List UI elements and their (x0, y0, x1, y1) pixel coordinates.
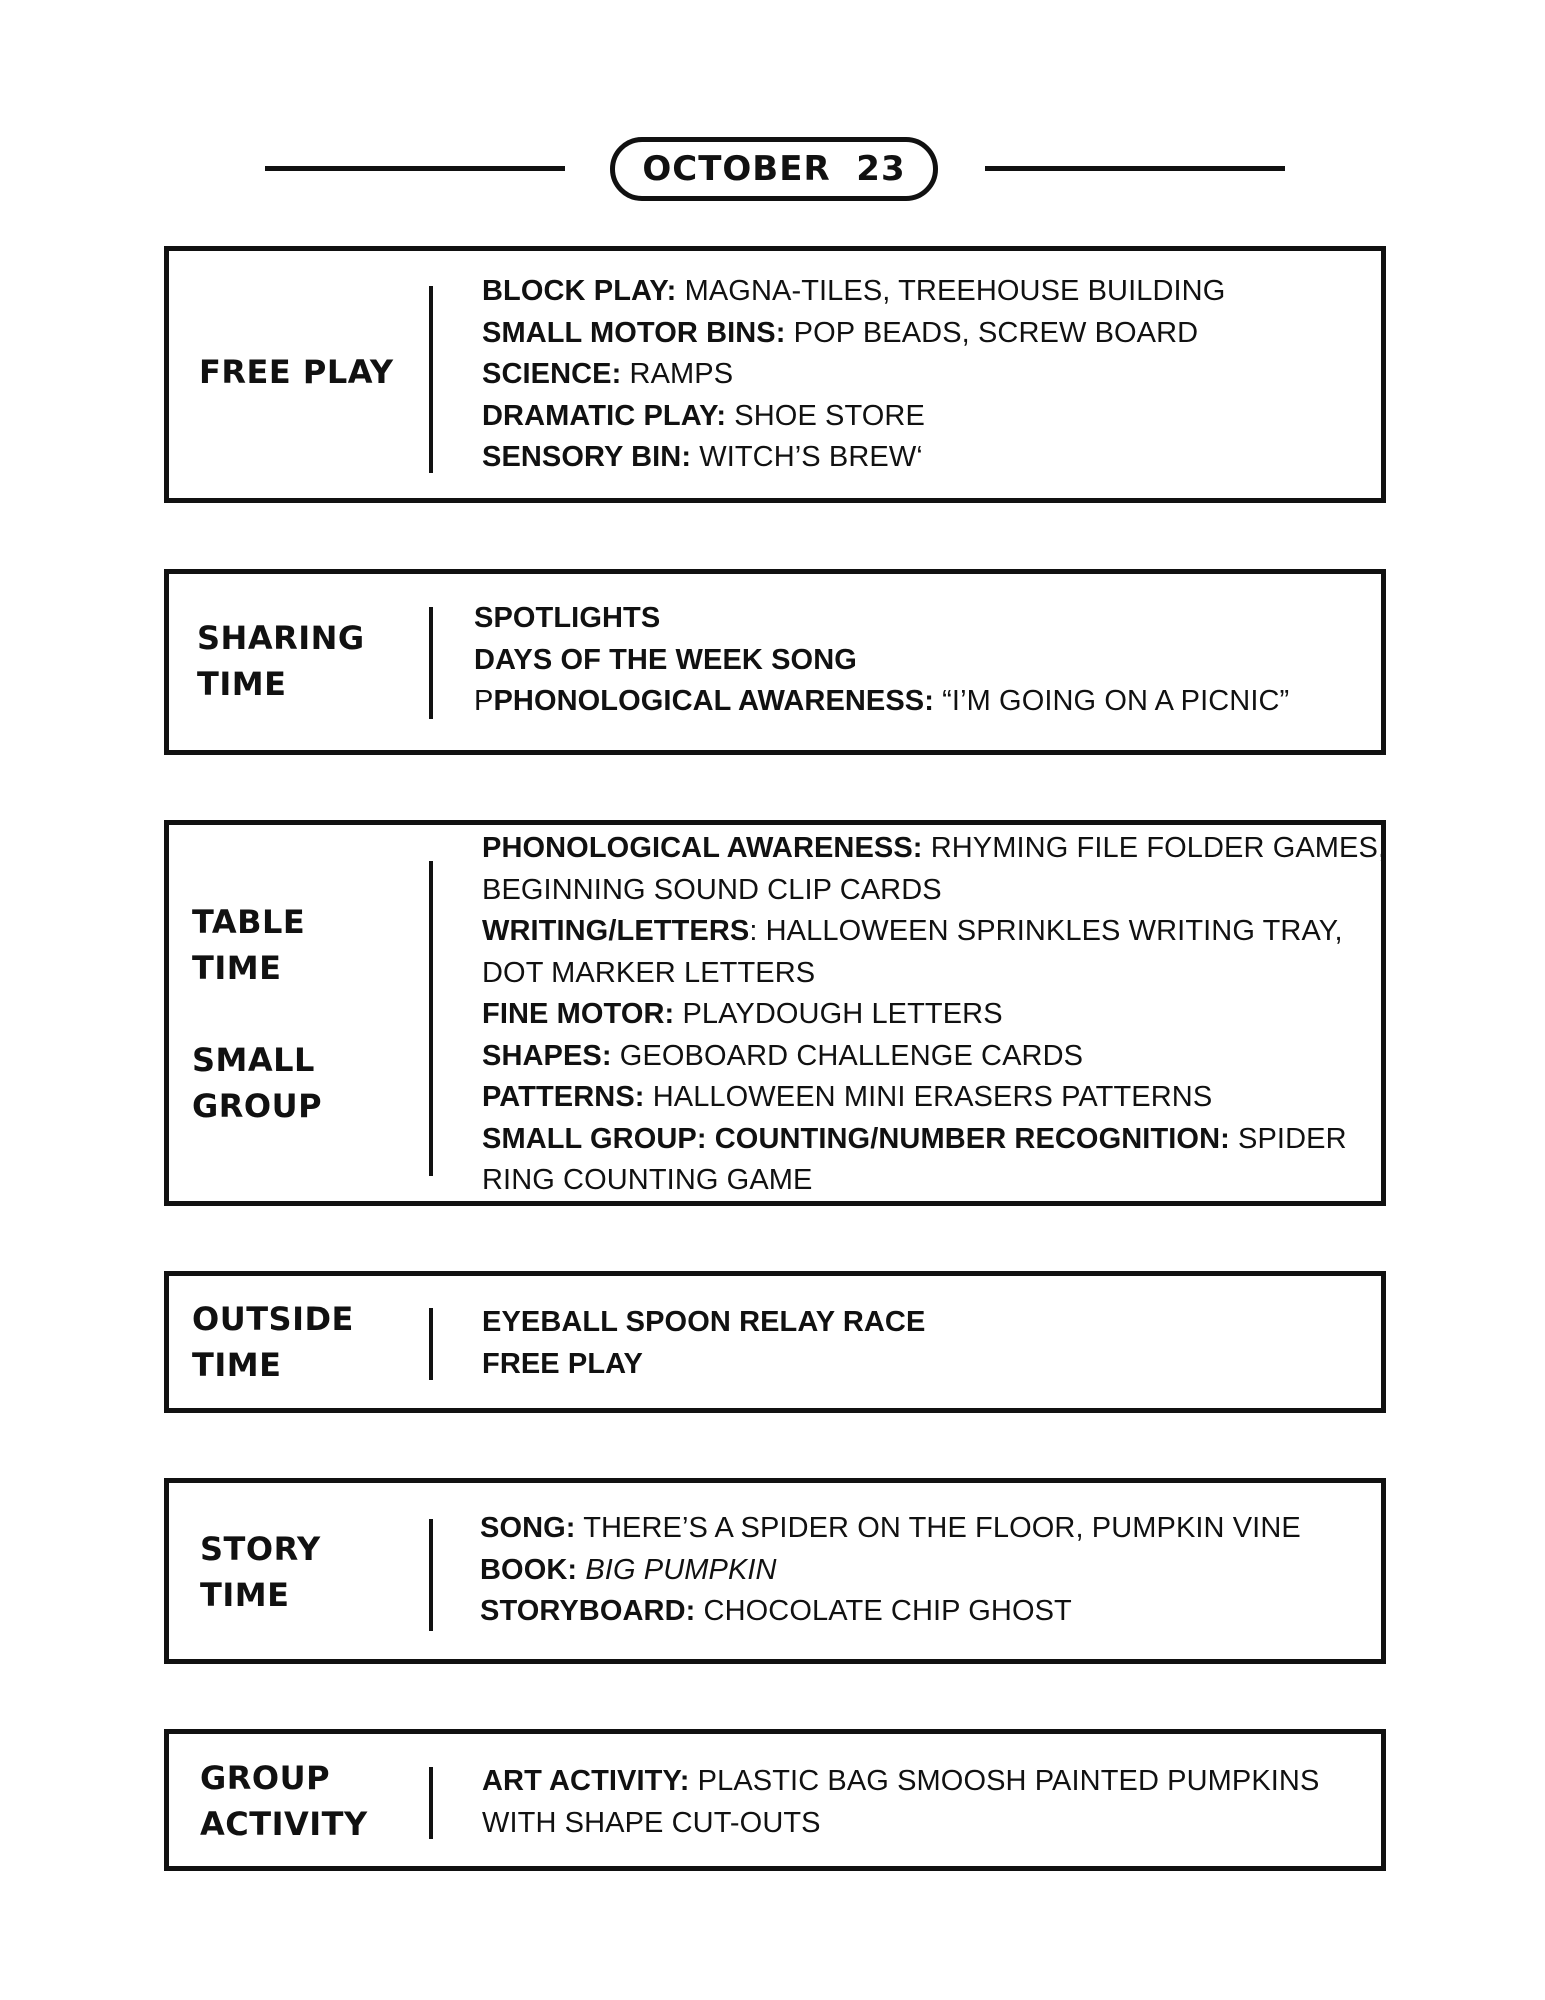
activity-line (482, 313, 1225, 355)
section-label (200, 1526, 321, 1618)
section-content (482, 1761, 1319, 1844)
activity-category: DAYS OF THE WEEK SONG (474, 643, 857, 676)
activity-category: BLOCK PLAY: (482, 275, 677, 307)
section-label-line: GROUP (200, 1759, 331, 1797)
section-divider (429, 1519, 433, 1631)
activity-category: SMALL MOTOR BINS: (482, 316, 786, 349)
section-label-line: OUTSIDE (192, 1300, 354, 1338)
activity-category: SENSORY BIN: (482, 441, 692, 473)
activity-category: EYEBALL SPOON RELAY RACE (482, 1306, 926, 1338)
activity-category: DRAMATIC PLAY: (482, 399, 727, 432)
section-table-time (164, 820, 1386, 1206)
section-label-line: TIME (192, 1346, 282, 1384)
activity-detail: SPIDER (1229, 1122, 1347, 1155)
activity-line (474, 640, 1289, 682)
activity-category: PHONOLOGICAL AWARENESS: (493, 685, 935, 717)
section-label-line: FREE PLAY (199, 353, 394, 391)
section-content (482, 828, 1386, 1202)
activity-category: PATTERNS: (482, 1081, 645, 1113)
activity-line (480, 1550, 1301, 1592)
activity-detail: “I’M GOING ON A PICNIC” (934, 685, 1290, 717)
section-label-line: TIME (192, 949, 282, 987)
activity-category: SMALL GROUP: COUNTING/NUMBER RECOGNITION: (482, 1122, 1230, 1155)
activity-line (474, 598, 1289, 640)
section-label (192, 899, 322, 1129)
activity-detail: PLASTIC BAG SMOOSH PAINTED PUMPKINS (689, 1765, 1320, 1797)
section-content (482, 1302, 925, 1385)
section-label (200, 1755, 368, 1847)
section-outside-time (164, 1271, 1386, 1413)
activity-line (482, 1077, 1386, 1119)
section-free-play (164, 246, 1386, 503)
activity-line (482, 1344, 925, 1386)
activity-detail: RING COUNTING GAME (482, 1164, 813, 1196)
book-title: BIG PUMPKIN (585, 1553, 777, 1586)
section-label-line: TABLE (192, 903, 306, 941)
section-label-line: SMALL (192, 1041, 315, 1079)
section-story-time (164, 1478, 1386, 1664)
header-rule-left (265, 166, 565, 171)
activity-category: SHAPES: (482, 1039, 612, 1072)
activity-line (482, 828, 1386, 870)
section-label (197, 615, 365, 707)
activity-detail: CHOCOLATE CHIP GHOST (695, 1595, 1072, 1627)
section-divider (429, 286, 433, 473)
date-badge: OCTOBER 23 (610, 137, 938, 201)
activity-detail: POP BEADS, SCREW BOARD (785, 316, 1199, 349)
section-divider (429, 607, 433, 719)
activity-line (482, 1160, 1386, 1202)
activity-line (482, 911, 1386, 953)
section-label-line: TIME (197, 665, 287, 703)
activity-category: FREE PLAY (482, 1347, 643, 1380)
activity-line (480, 1508, 1301, 1550)
activity-detail: GEOBOARD CHALLENGE CARDS (611, 1039, 1084, 1072)
activity-category: SONG: (480, 1512, 576, 1544)
activity-category: ART ACTIVITY: (482, 1765, 690, 1797)
activity-category: STORYBOARD: (480, 1595, 696, 1627)
activity-line (482, 271, 1225, 313)
section-divider (429, 861, 433, 1176)
activity-detail: : HALLOWEEN SPRINKLES WRITING TRAY, (749, 915, 1343, 947)
activity-category: BOOK: (480, 1553, 578, 1586)
activity-line (482, 437, 1225, 479)
section-label (192, 1296, 354, 1388)
activity-line (482, 1302, 925, 1344)
activity-line (482, 1119, 1386, 1161)
section-group-activity (164, 1729, 1386, 1871)
activity-line (482, 870, 1386, 912)
activity-detail: RAMPS (621, 358, 734, 390)
section-label-line: ACTIVITY (200, 1805, 368, 1843)
activity-line (482, 953, 1386, 995)
activity-category: PHONOLOGICAL AWARENESS: (482, 832, 923, 864)
activity-line (482, 354, 1225, 396)
activity-detail: THERE’S A SPIDER ON THE FLOOR, PUMPKIN VINE (575, 1512, 1301, 1544)
section-divider (429, 1308, 433, 1380)
section-content (474, 598, 1289, 723)
activity-line (482, 1036, 1386, 1078)
line-prefix: P (474, 685, 494, 717)
activity-category: SCIENCE: (482, 358, 622, 390)
section-label-line (192, 991, 322, 1037)
activity-detail: BEGINNING SOUND CLIP CARDS (482, 873, 942, 906)
section-label-line: TIME (200, 1576, 290, 1614)
activity-category: FINE MOTOR: (482, 998, 675, 1030)
activity-detail: HALLOWEEN MINI ERASERS PATTERNS (644, 1081, 1213, 1113)
activity-detail: SHOE STORE (726, 399, 925, 432)
activity-line (482, 1803, 1319, 1845)
activity-line (474, 681, 1289, 723)
activity-detail: PLAYDOUGH LETTERS (674, 998, 1003, 1030)
section-label-line: GROUP (192, 1087, 323, 1125)
section-label (199, 349, 394, 395)
activity-line (480, 1591, 1301, 1633)
activity-detail: RHYMING FILE FOLDER GAMES, (922, 832, 1387, 864)
activity-detail: DOT MARKER LETTERS (482, 956, 816, 989)
section-sharing-time (164, 569, 1386, 755)
activity-line (482, 1761, 1319, 1803)
section-content (480, 1508, 1301, 1633)
activity-line (482, 994, 1386, 1036)
header-rule-right (985, 166, 1285, 171)
activity-category: SPOTLIGHTS (474, 602, 661, 634)
section-label-line: SHARING (197, 619, 365, 657)
section-divider (429, 1767, 433, 1839)
activity-line (482, 396, 1225, 438)
activity-category: WRITING/LETTERS (482, 915, 750, 947)
activity-detail: MAGNA-TILES, TREEHOUSE BUILDING (676, 275, 1226, 307)
section-content (482, 271, 1225, 479)
activity-detail: WITH SHAPE CUT-OUTS (482, 1806, 821, 1839)
section-label-line: STORY (200, 1530, 321, 1568)
activity-detail: WITCH’S BREW‘ (691, 441, 923, 473)
